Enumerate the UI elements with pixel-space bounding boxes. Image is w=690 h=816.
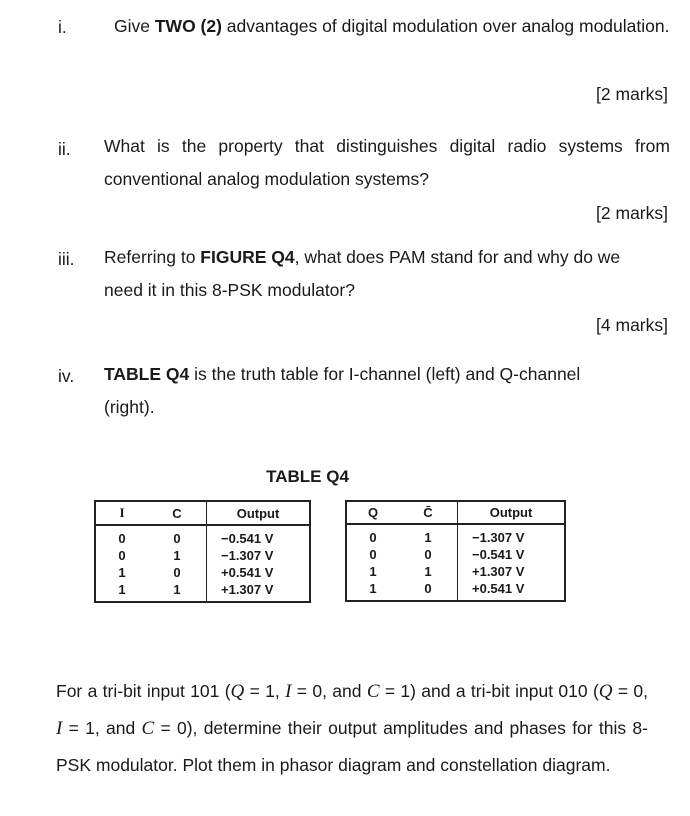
cell: 0: [173, 531, 181, 546]
cell: 0: [118, 531, 126, 546]
cell: −0.541 V: [221, 531, 274, 546]
cell: 0: [424, 547, 432, 562]
cell: 0: [118, 548, 126, 563]
cell: −1.307 V: [472, 530, 525, 545]
q-channel-truth-table: [345, 500, 566, 602]
cell: 1: [369, 564, 377, 579]
var-c: C: [141, 718, 155, 739]
col-output-values: [207, 525, 311, 602]
question-number: iv.: [58, 366, 75, 386]
cell: −1.307 V: [221, 548, 274, 563]
cell: 0: [424, 581, 432, 596]
col-i-values: [95, 525, 148, 602]
col-output-values: [458, 524, 566, 601]
col-cbar-values: [399, 524, 458, 601]
cell: +0.541 V: [221, 565, 274, 580]
question-text: Give TWO (2) advantages of digital modulation over analog modulation.: [114, 16, 670, 36]
marks-label: [2 marks]: [596, 203, 668, 223]
question-text: TABLE Q4 is the truth table for I-channel (left) and Q-channel (right).: [104, 364, 581, 417]
var-q: Q: [230, 681, 245, 702]
col-q-values: [346, 524, 399, 601]
task-paragraph: For a tri-bit input 101 (Q = 1, I = 0, and C = 1) and a tri-bit input 010 (Q = 0, I = 1, and C = 0), determine their output amplitudes and phases for this 8-PSK modulator. Plot them in phasor diagram and constellation diagram.: [56, 681, 649, 775]
question-text: Referring to FIGURE Q4, what does PAM stand for and why do we need it in this 8-PSK modulator?: [104, 247, 621, 300]
col-header-i: I: [95, 501, 148, 525]
cell: 1: [118, 565, 126, 580]
cell: 1: [369, 581, 377, 596]
cell: 1: [173, 548, 181, 563]
question-number: ii.: [58, 139, 71, 159]
emphasis: TWO (2): [154, 16, 222, 36]
col-header-q: Q: [346, 501, 399, 524]
table-row: [95, 525, 310, 602]
emphasis: TABLE Q4: [104, 364, 190, 384]
cell: 0: [173, 565, 181, 580]
var-q: Q: [598, 681, 613, 702]
cell: 1: [118, 582, 126, 597]
cell: +0.541 V: [472, 581, 525, 596]
question-number: i.: [58, 17, 67, 37]
cell: 0: [369, 547, 377, 562]
table-title: TABLE Q4: [266, 467, 349, 486]
i-channel-truth-table: [94, 500, 311, 603]
cell: +1.307 V: [472, 564, 525, 579]
question-text: What is the property that distinguishes digital radio systems from conventional analog modulation systems?: [104, 136, 670, 189]
col-c-values: [148, 525, 207, 602]
col-header-output: Output: [458, 501, 566, 524]
cell: −0.541 V: [472, 547, 525, 562]
table-row: [346, 524, 565, 601]
cell: 1: [424, 530, 432, 545]
var-c: C: [366, 681, 380, 702]
col-header-output: Output: [207, 501, 311, 525]
marks-label: [2 marks]: [596, 84, 668, 104]
cell: +1.307 V: [221, 582, 274, 597]
cell: 0: [369, 530, 377, 545]
emphasis: FIGURE Q4: [200, 247, 295, 267]
cell: 1: [424, 564, 432, 579]
question-number: iii.: [58, 249, 75, 269]
var-i: I: [285, 681, 292, 702]
var-i: I: [56, 718, 63, 739]
marks-label: [4 marks]: [596, 315, 668, 335]
cell: 1: [173, 582, 181, 597]
col-header-c: C: [148, 501, 207, 525]
col-header-cbar: C̄: [399, 501, 458, 524]
